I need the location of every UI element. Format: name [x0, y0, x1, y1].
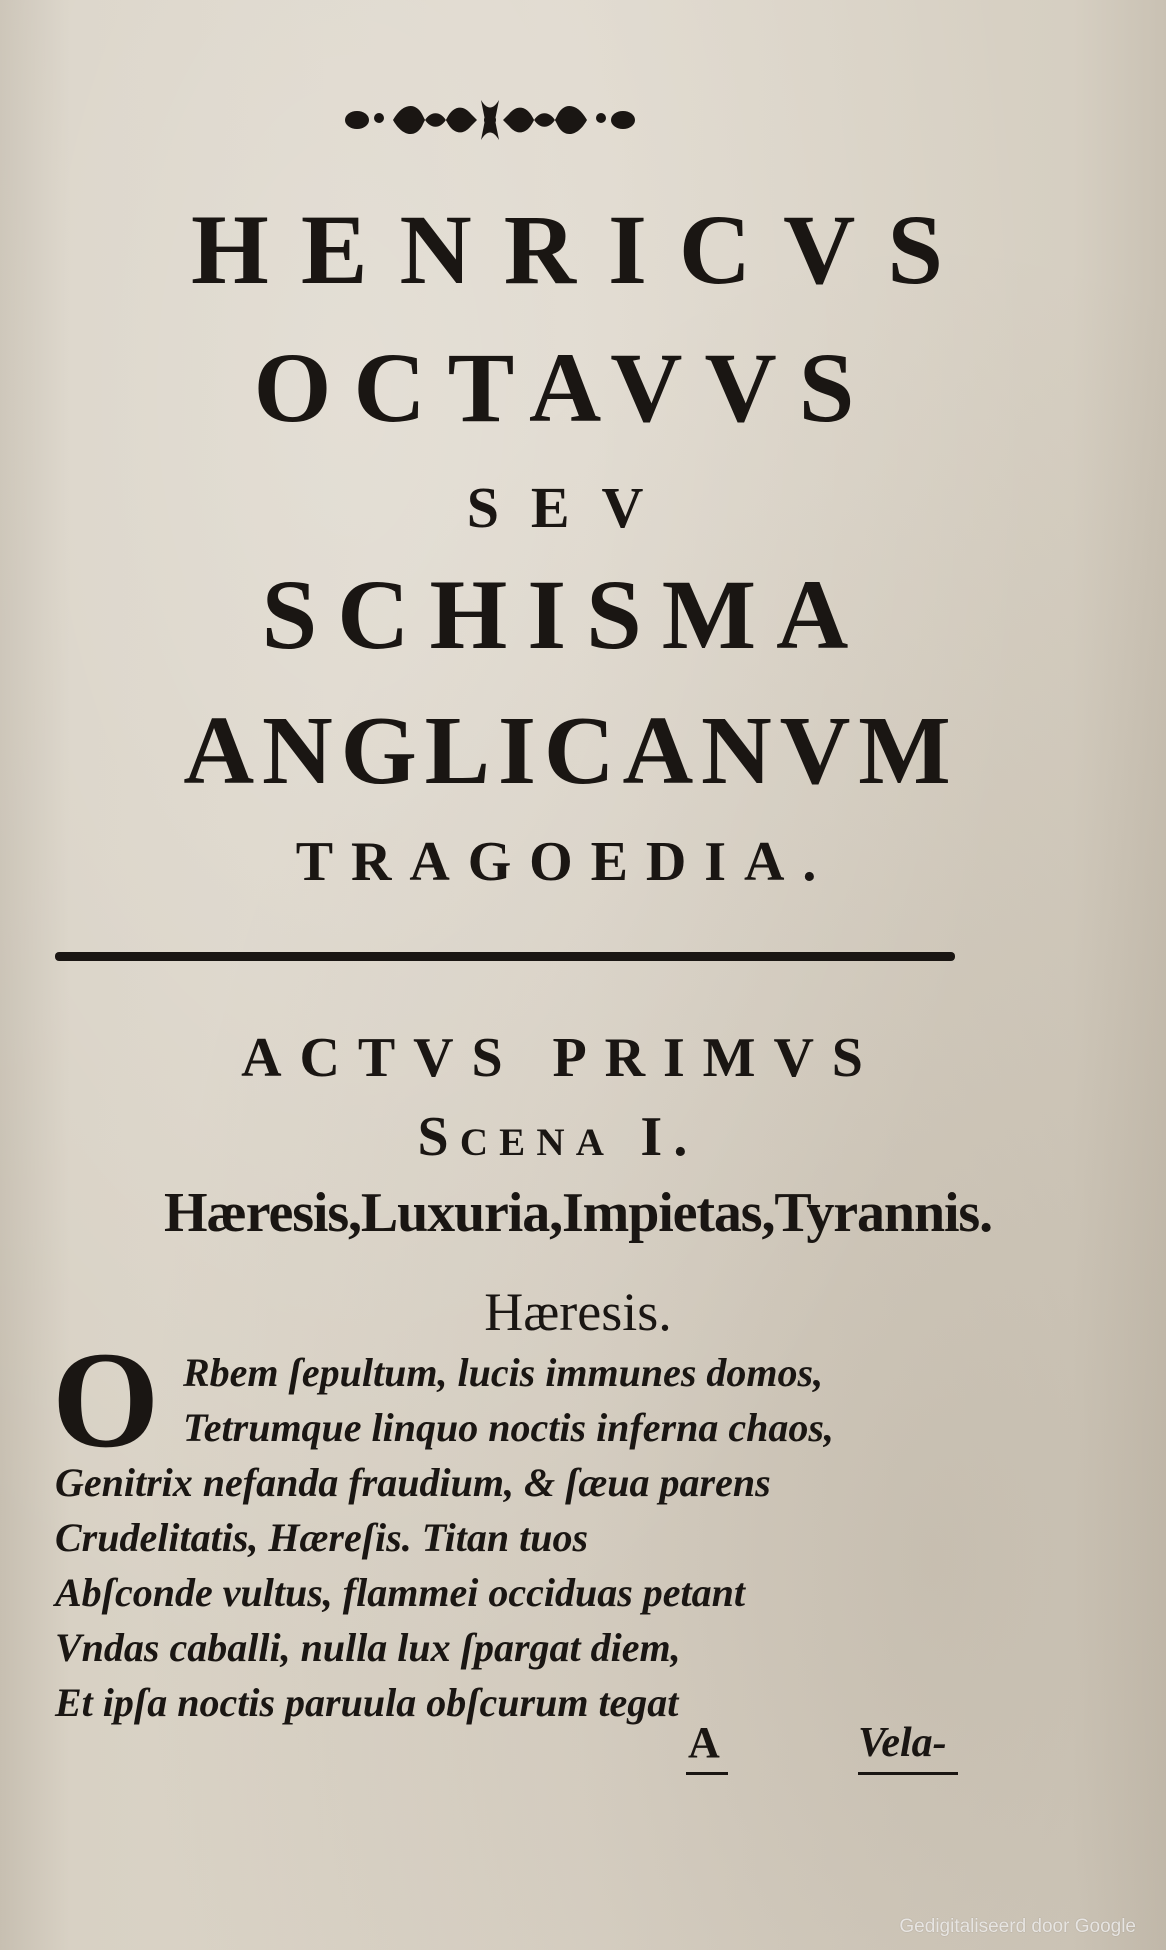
title-line-schisma: SCHISMA: [261, 559, 869, 670]
dramatis-personae: Hæresis,Luxuria,Impietas,Tyrannis.: [164, 1182, 992, 1244]
title-line-octavus: OCTAVVS: [253, 332, 877, 443]
ornament-icon: [345, 92, 635, 148]
verse-line: Abſconde vultus, flammei occiduas petant: [55, 1570, 745, 1615]
title-line-seu: SEV: [466, 475, 676, 540]
verse-line: Rbem ſepultum, lucis immunes domos,: [183, 1350, 824, 1395]
verse-line: Genitrix nefanda fraudium, & ſæua parens: [55, 1460, 771, 1505]
title-line-tragoedia: TRAGOEDIA.: [295, 831, 835, 893]
verse-line: Crudelitatis, Hæreſis. Titan tuos: [55, 1515, 589, 1560]
horizontal-rule: [55, 952, 955, 961]
verse-line: Vndas caballi, nulla lux ſpargat diem,: [55, 1625, 681, 1670]
title-line-henricus: HENRICVS: [191, 194, 975, 305]
signature-mark: A: [688, 1718, 720, 1767]
digitization-watermark: Gedigitaliseerd door Google: [899, 1916, 1136, 1937]
catchword-underline: [858, 1772, 958, 1775]
act-heading: ACTVS PRIMVS: [241, 1027, 881, 1089]
title-line-anglicanum: ANGLICANVM: [183, 697, 959, 805]
scene-heading: Scena I.: [417, 1106, 699, 1168]
verse-line: Tetrumque linquo noctis inferna chaos,: [183, 1405, 834, 1450]
speaker-name: Hæresis.: [484, 1282, 672, 1342]
drop-cap: O: [52, 1323, 160, 1476]
verse-line: Et ipſa noctis paruula obſcurum tegat: [55, 1680, 679, 1725]
verse-block: [55, 1345, 955, 1730]
catchword: Vela-: [858, 1720, 947, 1766]
signature-underline: [686, 1772, 728, 1775]
